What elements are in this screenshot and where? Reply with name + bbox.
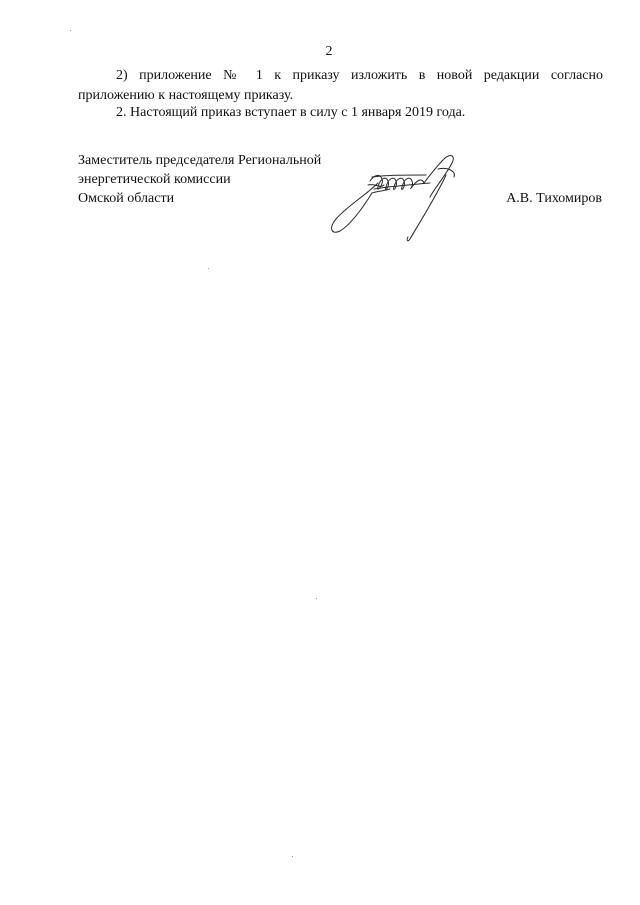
signer-title-line1: Заместитель председателя Региональной <box>78 153 322 168</box>
scan-speck <box>292 856 293 857</box>
signer-title-line3: Омской области <box>78 191 175 206</box>
body-item-2-line1: 2) приложение № 1 к приказу изложить в новой редакции согласно <box>116 68 603 83</box>
scan-speck <box>208 268 209 269</box>
body-point-2: 2. Настоящий приказ вступает в силу с 1 января 2019 года. <box>116 105 466 120</box>
signer-name: А.В. Тихомиров <box>506 191 602 206</box>
scan-speck <box>70 30 71 31</box>
page-number: 2 <box>325 44 333 59</box>
signature-block <box>78 151 321 208</box>
signer-title-line2: энергетической комиссии <box>78 172 231 187</box>
scan-speck <box>316 598 317 599</box>
body-item-2-line2: приложению к настоящему приказу. <box>78 88 294 103</box>
handwritten-signature <box>326 145 476 245</box>
